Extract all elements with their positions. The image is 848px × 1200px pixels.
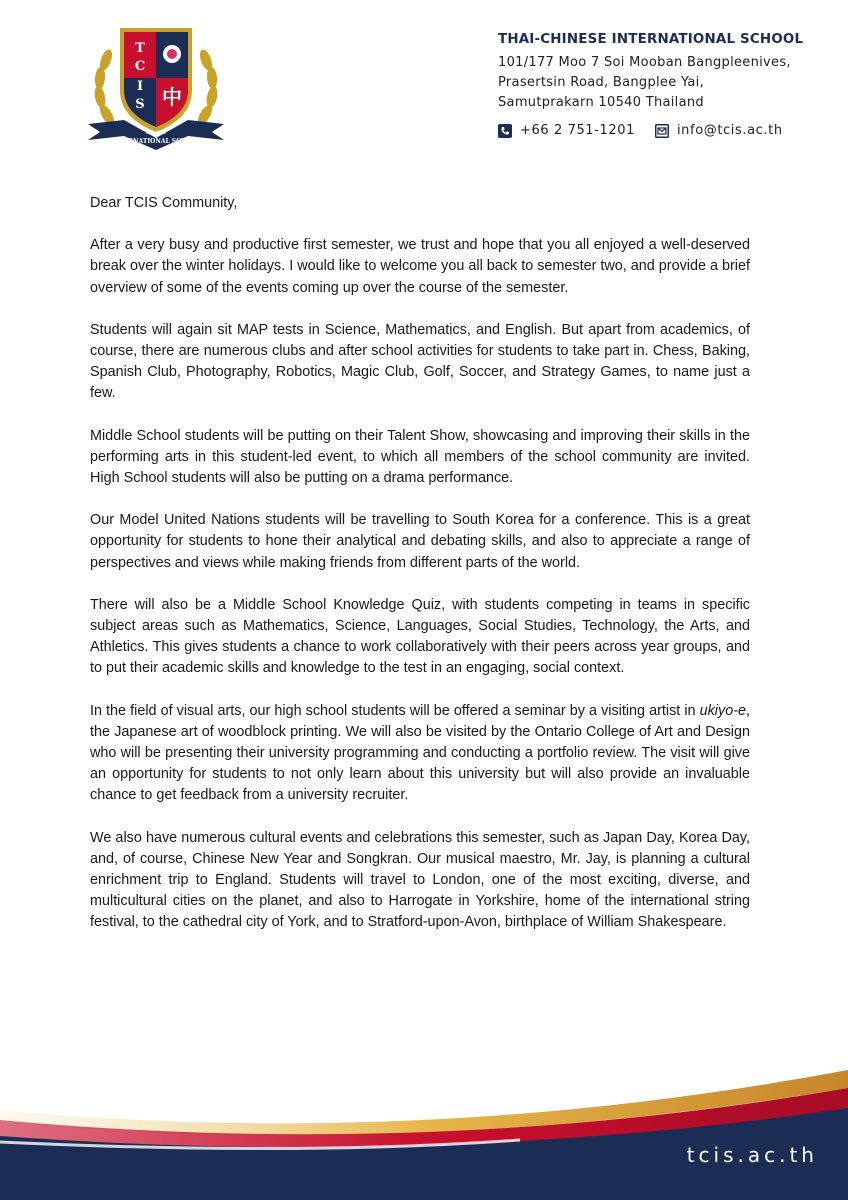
laurel-right-icon [195, 48, 219, 127]
crest-letter-c: C [134, 59, 146, 74]
school-crest-logo [84, 20, 228, 152]
crest-letter-i: I [136, 79, 144, 94]
letter-paragraph: We also have numerous cultural events and celebrations this semester, such as Japan Day, Korea Day, and, of course, Chinese New Year and Songkran. Our musical maestro, Mr. Jay, is planning a cultural enrichment trip to England. Students will travel to London, one of the most exciting, diverse, and multicultural cities on the planet, and also to Harrogate in Yorkshire, home of the international string festival, to the cathedral city of York, and to Stratford-upon-Avon, birthplace of William Shakespeare. [90, 829, 750, 931]
footer-website[interactable]: tcis.ac.th [686, 1143, 818, 1167]
phone-number[interactable]: +66 2 751-1201 [520, 123, 635, 138]
paragraph-text: , the Japanese art of woodblock printing. We will also be visited by the Ontario College of Art and Design who will be presenting their university programming and conducting a portfolio review. The visit will give an opportunity for students to not only learn about this university but will also provide an invaluable chance to get feedback from a university recruiter. [90, 702, 750, 804]
crest-letter-s: S [135, 97, 145, 112]
letter-paragraph: After a very busy and productive first semester, we trust and hope that you all enjoyed a well-deserved break over the winter holidays. I would like to welcome you all back to semester two, and provide a brief overview of some of the events coming up over the course of the semester. [90, 237, 750, 296]
letter-paragraph: There will also be a Middle School Knowledge Quiz, with students competing in teams in specific subject areas such as Mathematics, Science, Languages, Social Studies, Technology, the Arts, and Athletics. This gives students a chance to work collaboratively with their peers across year groups, and to put their academic skills and knowledge to the test in an engaging, social context. [90, 596, 750, 677]
crest-chinese-char: 中 [162, 85, 182, 109]
address-line: Samutprakarn 10540 Thailand [498, 95, 704, 110]
contact-row [498, 123, 818, 138]
letter-paragraph [90, 701, 750, 807]
school-address [498, 53, 818, 113]
letter-greeting: Dear TCIS Community, [90, 195, 238, 211]
letter-paragraph: Our Model United Nations students will be travelling to South Korea for a conference. This is a great opportunity for students to hone their analytical and debating skills, and also to appreciate a range of perspectives and views while making friends from different parts of the world. [90, 512, 750, 571]
school-name: THAI-CHINESE INTERNATIONAL SCHOOL [498, 32, 804, 47]
address-line: 101/177 Moo 7 Soi Mooban Bangpleenives, [498, 55, 791, 70]
crest-letter-t: T [135, 41, 145, 56]
letter-paragraph: Middle School students will be putting on their Talent Show, showcasing and improving their skills in the performing arts in this student-led event, to which all members of the school community are invited. High School students will also be putting on a drama performance. [90, 427, 750, 487]
crest-est: EST. 1995 [146, 130, 166, 135]
email-address[interactable]: info@tcis.ac.th [676, 123, 783, 138]
letter-body [90, 193, 750, 955]
laurel-left-icon [93, 48, 117, 127]
letter-paragraph: Students will again sit MAP tests in Science, Mathematics, and English. But apart from academics, of course, there are numerous clubs and after school activities for students to take part in. Chess, Baking, Spanish Club, Photography, Robotics, Magic Club, Golf, Soccer, and Strategy Games, to name just a few. [90, 321, 750, 402]
footer-swoosh-graphic [0, 1060, 848, 1200]
italic-term: ukiyo-e [699, 702, 746, 719]
email-icon [655, 124, 669, 138]
letterhead-info [498, 32, 818, 138]
paragraph-text: In the field of visual arts, our high school students will be offered a seminar by a visiting artist in [90, 702, 700, 719]
crest-ribbon-text: INTERNATIONAL SCHOOL [110, 138, 202, 145]
address-line: Prasertsin Road, Bangplee Yai, [498, 75, 705, 90]
phone-icon [498, 124, 512, 138]
